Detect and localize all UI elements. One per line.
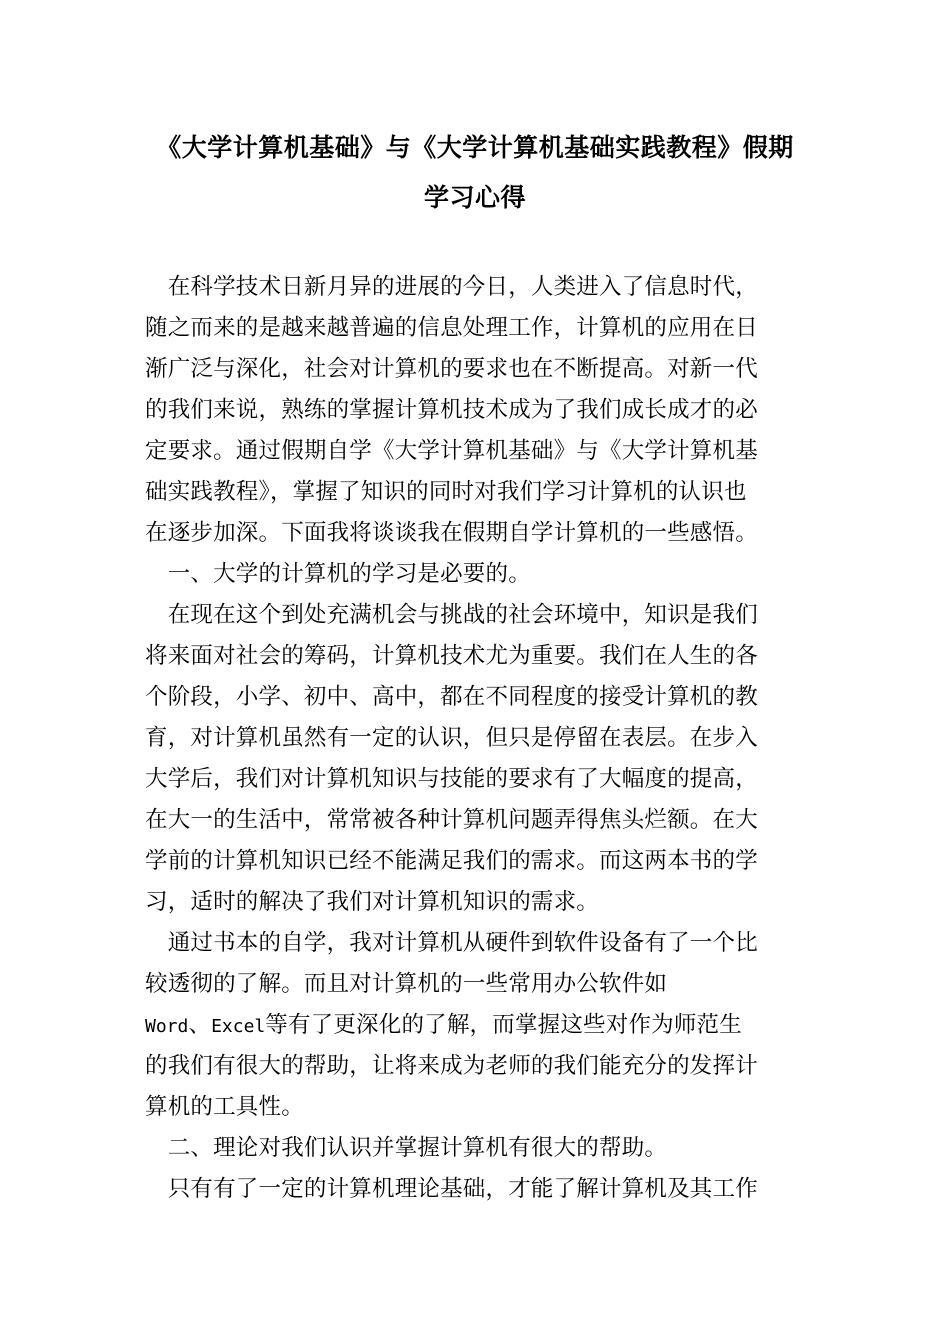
paragraph-line: 习，适时的解决了我们对计算机知识的需求。 (145, 889, 600, 915)
paragraph-line: 随之而来的是越来越普遍的信息处理工作，计算机的应用在日 (145, 315, 758, 341)
latin-word: Word (145, 1016, 189, 1037)
paragraph-line: 在逐步加深。下面我将谈谈我在假期自学计算机的一些感悟。 (145, 520, 758, 546)
line-rest: 等有了更深化的了解，而掌握这些对作为师范生 (265, 1012, 742, 1038)
paragraph-line: 在科学技术日新月异的进展的今日，人类进入了信息时代， (145, 274, 758, 300)
paragraph-line-mixed (145, 1010, 742, 1042)
paragraph-line: 础实践教程》，掌握了知识的同时对我们学习计算机的认识也 (145, 479, 747, 505)
paragraph-line: 育，对计算机虽然有一定的认识，但只是停留在表层。在步入 (145, 725, 758, 751)
paragraph-line: 将来面对社会的筹码，计算机技术尤为重要。我们在人生的各 (145, 643, 758, 669)
paragraph-line: 算机的工具性。 (145, 1094, 304, 1120)
paragraph-line: 在现在这个到处充满机会与挑战的社会环境中，知识是我们 (145, 602, 758, 628)
paragraph-line: 只有有了一定的计算机理论基础，才能了解计算机及其工作 (145, 1176, 758, 1202)
paragraph-line: 渐广泛与深化，社会对计算机的要求也在不断提高。对新一代 (145, 356, 758, 382)
paragraph-line: 的我们来说，熟练的掌握计算机技术成为了我们成长成才的必 (145, 397, 758, 423)
document-title-line-1: 《大学计算机基础》与《大学计算机基础实践教程》假期 (156, 133, 794, 162)
latin-word: Excel (211, 1016, 266, 1037)
paragraph-line: 通过书本的自学，我对计算机从硬件到软件设备有了一个比 (145, 930, 758, 956)
paragraph-line: 学前的计算机知识已经不能满足我们的需求。而这两本书的学 (145, 848, 758, 874)
paragraph-line: 大学后，我们对计算机知识与技能的要求有了大幅度的提高， (145, 766, 758, 792)
paragraph-line: 定要求。通过假期自学《大学计算机基础》与《大学计算机基 (145, 438, 758, 464)
paragraph-line: 个阶段，小学、初中、高中，都在不同程度的接受计算机的教 (145, 684, 758, 710)
section-heading-2: 二、理论对我们认识并掌握计算机有很大的帮助。 (145, 1135, 668, 1161)
paragraph-line: 在大一的生活中，常常被各种计算机问题弄得焦头烂额。在大 (145, 807, 758, 833)
section-heading-1: 一、大学的计算机的学习是必要的。 (145, 561, 531, 587)
document-title-line-2: 学习心得 (423, 183, 526, 212)
paragraph-line: 的我们有很大的帮助，让将来成为老师的我们能充分的发挥计 (145, 1053, 758, 1079)
paragraph-line: 较透彻的了解。而且对计算机的一些常用办公软件如 (145, 971, 668, 997)
separator: 、 (188, 1012, 212, 1038)
